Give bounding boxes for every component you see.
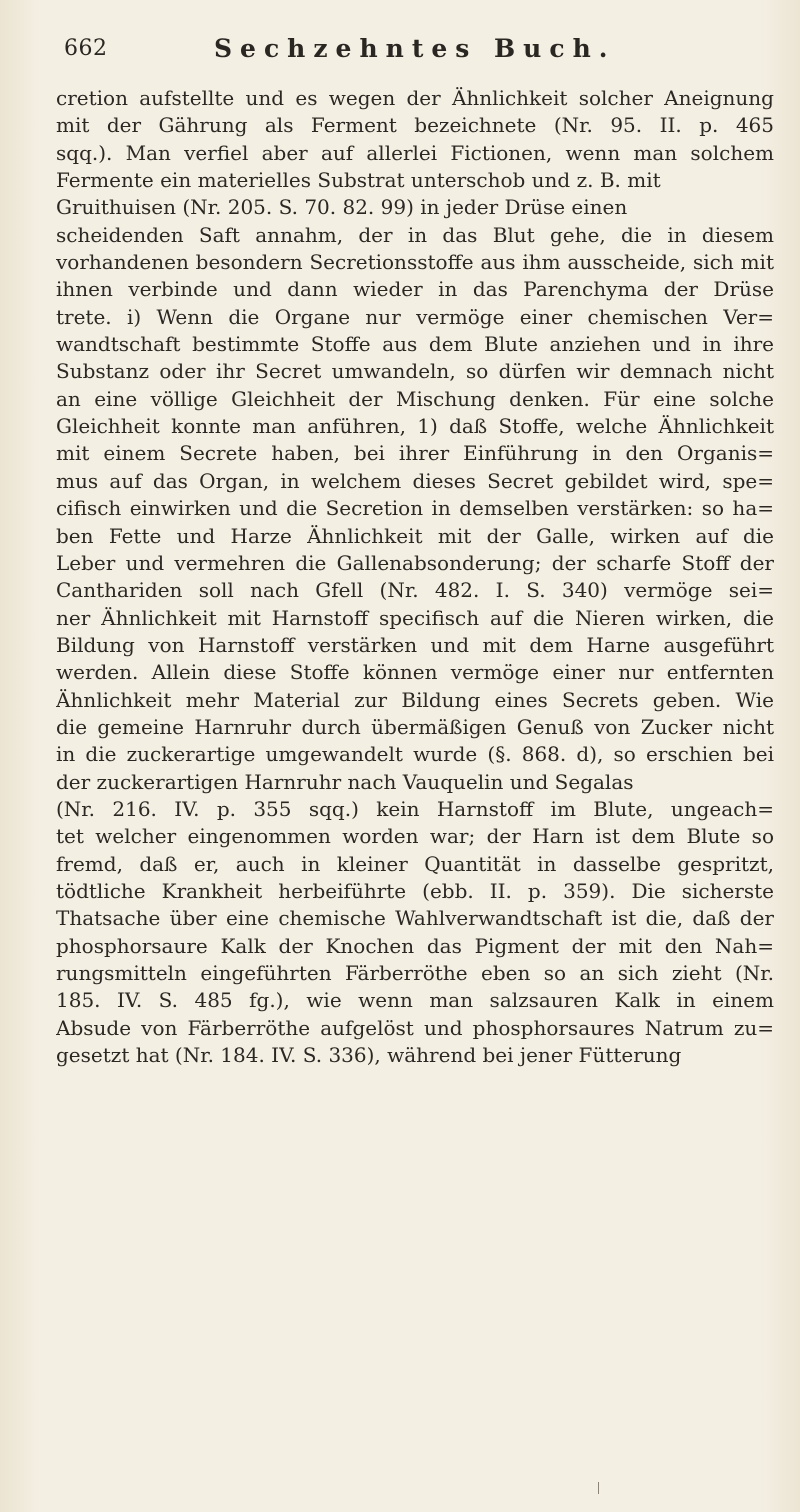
text-line: cretion aufstellte und es wegen der Ähnlichkeit solcher Aneignung [56, 86, 774, 110]
text-line: ihnen verbinde und dann wieder in das Parenchyma der Drüse [56, 277, 774, 302]
text-line: Ähnlichkeit mehr Material zur Bildung eines Secrets geben. Wie [56, 687, 774, 712]
text-line: trete. i) Wenn die Organe nur vermöge einer chemischen Ver= [56, 304, 774, 329]
text-line: Canthariden soll nach Gfell (Nr. 482. I. S. 340) vermöge sei= [56, 578, 774, 603]
text-line: der zuckerartigen Harnruhr nach Vauquelin und Segalas [56, 769, 634, 794]
page-number: 662 [64, 36, 108, 61]
page-header [64, 26, 764, 76]
text-line: 185. IV. S. 485 fg.), wie wenn man salzsauren Kalk in einem [56, 988, 774, 1013]
text-line: ner Ähnlichkeit mit Harnstoff specifisch auf die Nieren wirken, die [56, 605, 774, 630]
chapter-heading: Sechzehntes Buch. [214, 34, 616, 63]
text-line: an eine völlige Gleichheit der Mischung denken. Für eine solche [56, 386, 774, 411]
margin-mark [598, 1482, 603, 1494]
text-line: vorhandenen besondern Secretionsstoffe aus ihm ausscheide, sich mit [56, 250, 774, 275]
text-line: (Nr. 216. IV. p. 355 sqq.) kein Harnstoff im Blute, ungeach= [56, 796, 774, 821]
text-line: phosphorsaure Kalk der Knochen das Pigment der mit den Nah= [56, 933, 774, 958]
body-text [56, 85, 774, 1069]
text-line: tet welcher eingenommen worden war; der Harn ist dem Blute so [56, 824, 774, 849]
text-line: ben Fette und Harze Ähnlichkeit mit der Galle, wirken auf die [56, 523, 774, 548]
text-line: Absude von Färberröthe aufgelöst und phosphorsaures Natrum zu= [56, 1015, 774, 1040]
text-line: gesetzt hat (Nr. 184. IV. S. 336), während bei jener Fütterung [56, 1043, 682, 1068]
text-line: in die zuckerartige umgewandelt wurde (§. 868. d), so erschien bei [56, 742, 774, 767]
text-line: Thatsache über eine chemische Wahlverwandtschaft ist die, daß der [56, 906, 774, 931]
text-line: tödtliche Krankheit herbeiführte (ebb. II. p. 359). Die sicherste [56, 878, 774, 903]
text-line: mus auf das Organ, in welchem dieses Secret gebildet wird, spe= [56, 468, 774, 493]
text-line: mit einem Secrete haben, bei ihrer Einführung in den Organis= [56, 441, 774, 466]
text-line: cifisch einwirken und die Secretion in demselben verstärken: so ha= [56, 496, 774, 521]
text-line: scheidenden Saft annahm, der in das Blut gehe, die in diesem [56, 222, 774, 247]
text-line: Leber und vermehren die Gallenabsonderung; der scharfe Stoff der [56, 550, 774, 575]
text-line: werden. Allein diese Stoffe können vermöge einer nur entfernten [56, 660, 774, 685]
text-line: Gleichheit konnte man anführen, 1) daß Stoffe, welche Ähnlichkeit [56, 414, 774, 439]
text-line: Fermente ein materielles Substrat unterschob und z. B. mit [56, 168, 661, 193]
text-line: mit der Gährung als Ferment bezeichnete (Nr. 95. II. p. 465 [56, 113, 774, 138]
text-line: Bildung von Harnstoff verstärken und mit dem Harne ausgeführt [56, 632, 774, 657]
text-line: Substanz oder ihr Secret umwandeln, so dürfen wir demnach nicht [56, 359, 774, 384]
text-line: Gruithuisen (Nr. 205. S. 70. 82. 99) in jeder Drüse einen [56, 195, 628, 220]
text-line: rungsmitteln eingeführten Färberröthe eben so an sich zieht (Nr. [56, 961, 774, 985]
text-line: fremd, daß er, auch in kleiner Quantität in dasselbe gespritzt, [56, 851, 774, 876]
text-line: die gemeine Harnruhr durch übermäßigen Genuß von Zucker nicht [56, 714, 774, 739]
text-line: wandtschaft bestimmte Stoffe aus dem Blute anziehen und in ihre [56, 332, 774, 357]
text-line: sqq.). Man verfiel aber auf allerlei Fictionen, wenn man solchem [56, 140, 774, 165]
